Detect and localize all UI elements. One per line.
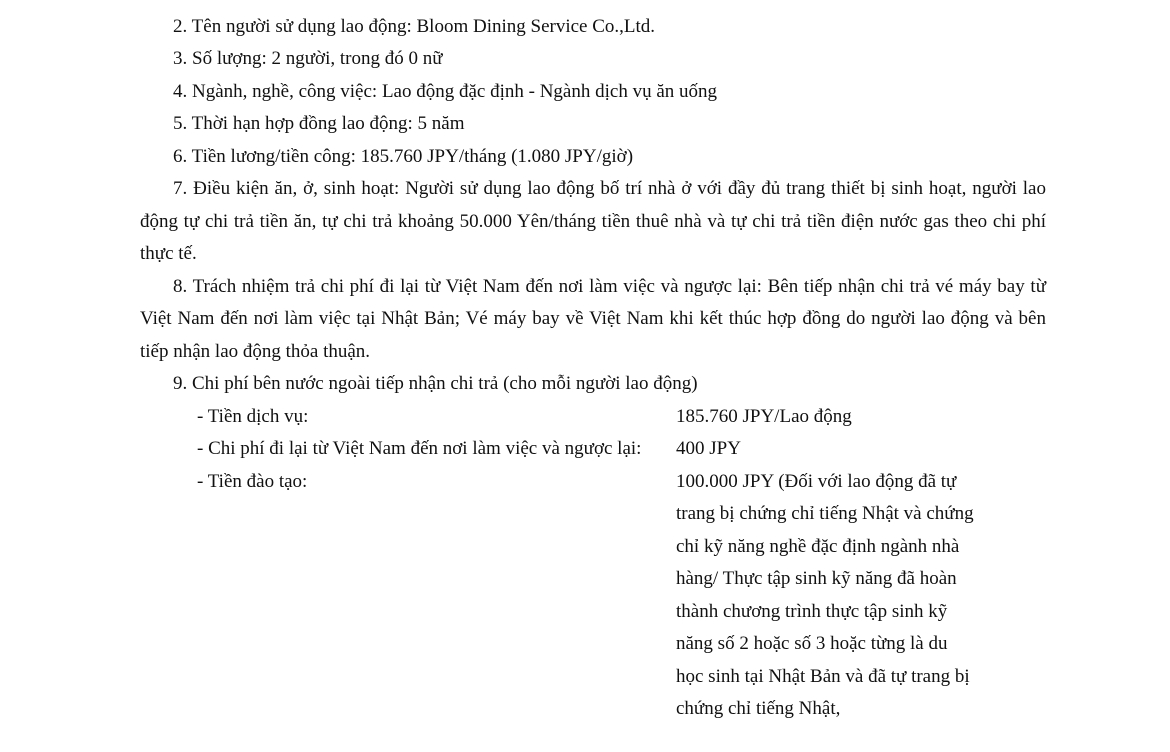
- cost-row-travel: [140, 433, 1046, 466]
- item-travel-responsibility: 8. Trách nhiệm trả chi phí đi lại từ Việt Nam đến nơi làm việc và ngược lại: Bên tiếp nhận chi trả vé máy bay từ Việt Nam đến nơi làm việc tại Nhật Bản; Vé máy bay về Việt Nam khi kết thúc hợp đồng do người lao động và bên tiếp nhận lao động thỏa thuận.: [140, 275, 1046, 362]
- document-page: [140, 0, 1046, 726]
- item-contract-term: 5. Thời hạn hợp đồng lao động: 5 năm: [173, 113, 465, 134]
- cost-value: 400 JPY: [676, 438, 741, 459]
- cost-value: 100.000 JPY (Đối với lao động đã tự trang bị chứng chỉ tiếng Nhật và chứng chỉ kỹ năng nghề đặc định ngành nhà hàng/ Thực tập sinh kỹ năng đã hoàn thành chương trình thực tập sinh kỹ năng số 2 hoặc số 3 hoặc từng là du học sinh tại Nhật Bản và đã tự trang bị chứng chỉ tiếng Nhật,: [676, 470, 974, 719]
- cost-label: - Chi phí đi lại từ Việt Nam đến nơi làm việc và ngược lại:: [197, 438, 642, 459]
- cost-label: - Tiền dịch vụ:: [197, 405, 309, 427]
- item-occupation: 4. Ngành, nghề, công việc: Lao động đặc định - Ngành dịch vụ ăn uống: [173, 80, 718, 102]
- item-foreign-costs-heading: 9. Chi phí bên nước ngoài tiếp nhận chi trả (cho mỗi người lao động): [173, 373, 698, 394]
- cut-off-line: [140, 0, 1046, 11]
- cost-value: 185.760 JPY/Lao động: [676, 405, 852, 427]
- item-quantity: 3. Số lượng: 2 người, trong đó 0 nữ: [173, 48, 443, 69]
- item-living-conditions: 7. Điều kiện ăn, ở, sinh hoạt: Người sử dụng lao động bố trí nhà ở với đầy đủ trang thiết bị sinh hoạt, người lao động tự chi trả tiền ăn, tự chi trả khoảng 50.000 Yên/tháng tiền thuê nhà và tự chi trả tiền điện nước gas theo chi phí thực tế.: [140, 178, 1046, 264]
- cost-row-training: [140, 466, 1046, 726]
- item-employer: 2. Tên người sử dụng lao động: Bloom Dining Service Co.,Ltd.: [173, 15, 656, 37]
- cost-label: - Tiền đào tạo:: [197, 470, 308, 492]
- item-salary: 6. Tiền lương/tiền công: 185.760 JPY/tháng (1.080 JPY/giờ): [173, 145, 634, 167]
- cost-row-service-fee: [140, 401, 1046, 434]
